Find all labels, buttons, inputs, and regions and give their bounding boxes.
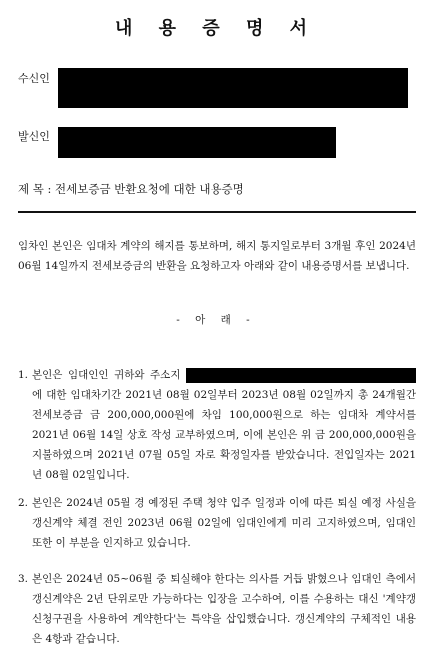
item-number: 3.	[18, 573, 29, 585]
intro-paragraph: 임차인 본인은 임대차 계약의 해지를 통보하며, 해지 통지일로부터 3개월 후인 2024년 06월 14일까지 전세보증금의 반환을 요청하고자 아래와 같이 내용증명서를 보냅니다.	[18, 240, 416, 272]
item-text: 본인은 2024년 05월 경 예정된 주택 청약 입주 일정과 이에 따른 퇴실 예정 사실을 갱신계약 체결 전인 2023년 06월 02일에 임대인에게 미리 고지하였으며, 임대인 또한 이 부분을 인지하고 있습니다.	[32, 497, 416, 549]
sender-redaction	[58, 127, 336, 158]
address-redaction	[186, 368, 416, 383]
list-item	[18, 493, 416, 553]
recipient-label: 수신인	[18, 72, 50, 85]
item-text: 본인은 2024년 05~06월 중 퇴실해야 한다는 의사를 거듭 밝혔으나 임대인 측에서 갱신계약은 2년 단위로만 가능하다는 입장을 고수하여, 이를 수용하는 대신 '계약갱신청구권을 사용하여 계약한다'는 특약을 삽입했습니다. 갱신계약의 구체적인 내용은 4항과 같습니다.	[32, 573, 416, 645]
sender-label: 발신인	[18, 130, 50, 143]
item-number: 1.	[18, 369, 29, 381]
subject-line: 제 목 : 전세보증금 반환요청에 대한 내용증명	[18, 182, 244, 196]
item-text: 에 대한 임대차기간 2021년 08월 02일부터 2023년 08월 02일까지 총 24개월간 전세보증금 금 200,000,000원에 차임 100,000원으로 하는 임대차 계약서를 2021년 06월 14일 상호 작성 교부하였으며, 이에 본인은 위 금 200,000,000원을 지불하였으며 2021년 07월 05일 자로 확정일자를 받았습니다. 전입일자는 2021년 08월 02일입니다.	[32, 389, 416, 481]
section-heading: - 아 래 -	[176, 314, 256, 326]
list-item	[18, 569, 416, 649]
recipient-redaction	[58, 68, 408, 108]
document-title: 내 용 증 명 서	[114, 18, 317, 39]
item-number: 2.	[18, 497, 29, 509]
subject-divider	[18, 211, 416, 213]
item-text-prefix: 본인은 임대인인 귀하와 주소지	[32, 369, 181, 381]
list-item	[18, 365, 416, 485]
